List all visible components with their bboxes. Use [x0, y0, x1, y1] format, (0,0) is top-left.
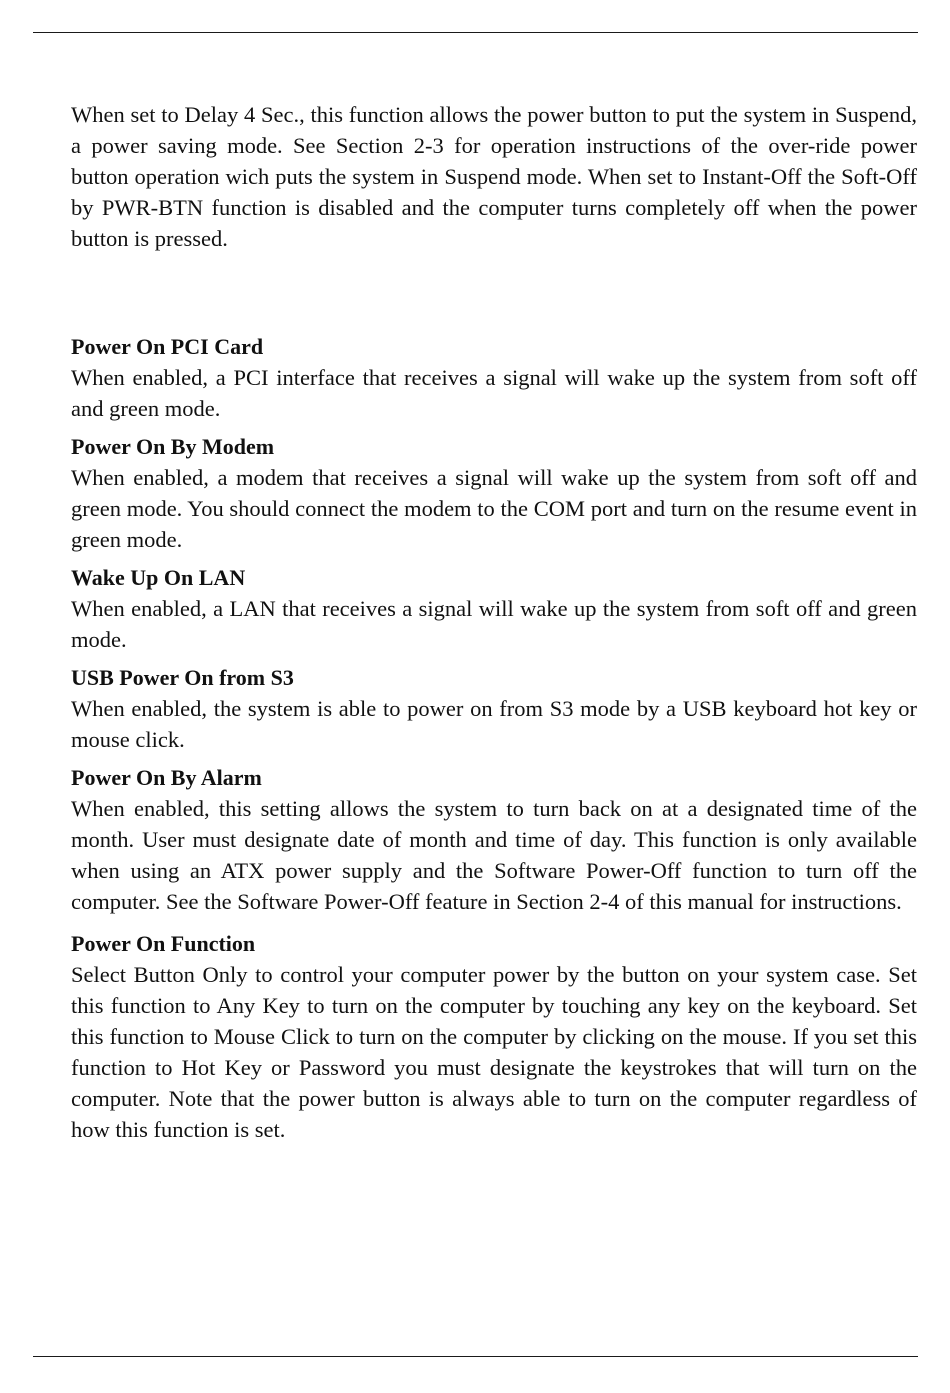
intro-paragraph: When set to Delay 4 Sec., this function allows the power button to put the system in Suspend, a power saving mode. See Section 2-3 for operation instructions of the over-ride power button operation wich puts the system in Suspend mode. When set to Instant-Off the Soft-Off by PWR-BTN function is disabled and the computer turns completely off when the power button is pressed.: [71, 102, 917, 251]
section-body: When enabled, a modem that receives a signal will wake up the system from soft off and green mode. You should connect the modem to the COM port and turn on the resume event in green mode.: [71, 465, 917, 552]
top-rule: [33, 32, 918, 33]
section-heading: Power On By Alarm: [71, 765, 262, 790]
section-power-on-by-modem: [71, 431, 917, 555]
section-heading: Wake Up On LAN: [71, 565, 246, 590]
section-power-on-pci-card: [71, 331, 917, 424]
section-usb-power-on-from-s3: [71, 662, 917, 755]
section-body: Select Button Only to control your computer power by the button on your system case. Set this function to Any Key to turn on the computer by touching any key on the keyboard. Set this function to Mouse Click to turn on the computer by clicking on the mouse. If you set this function to Hot Key or Password you must designate the keystrokes that will turn on the computer. Note that the power button is always able to turn on the computer regardless of how this function is set.: [71, 962, 917, 1142]
section-power-on-by-alarm: [71, 762, 917, 917]
section-wake-up-on-lan: [71, 562, 917, 655]
section-power-on-function: [71, 928, 917, 1145]
section-body: When enabled, a PCI interface that receives a signal will wake up the system from soft off and green mode.: [71, 365, 917, 421]
section-heading: Power On Function: [71, 931, 256, 956]
bottom-rule: [33, 1356, 918, 1357]
section-body: When enabled, this setting allows the system to turn back on at a designated time of the month. User must designate date of month and time of day. This function is only available when using an ATX power supply and the Software Power-Off function to turn off the computer. See the Software Power-Off feature in Section 2-4 of this manual for instructions.: [71, 796, 917, 914]
section-heading: Power On PCI Card: [71, 334, 264, 359]
section-body: When enabled, a LAN that receives a signal will wake up the system from soft off and green mode.: [71, 596, 917, 652]
section-body: When enabled, the system is able to power on from S3 mode by a USB keyboard hot key or mouse click.: [71, 696, 917, 752]
page-content: [71, 99, 917, 1145]
section-heading: Power On By Modem: [71, 434, 275, 459]
section-heading: USB Power On from S3: [71, 665, 294, 690]
